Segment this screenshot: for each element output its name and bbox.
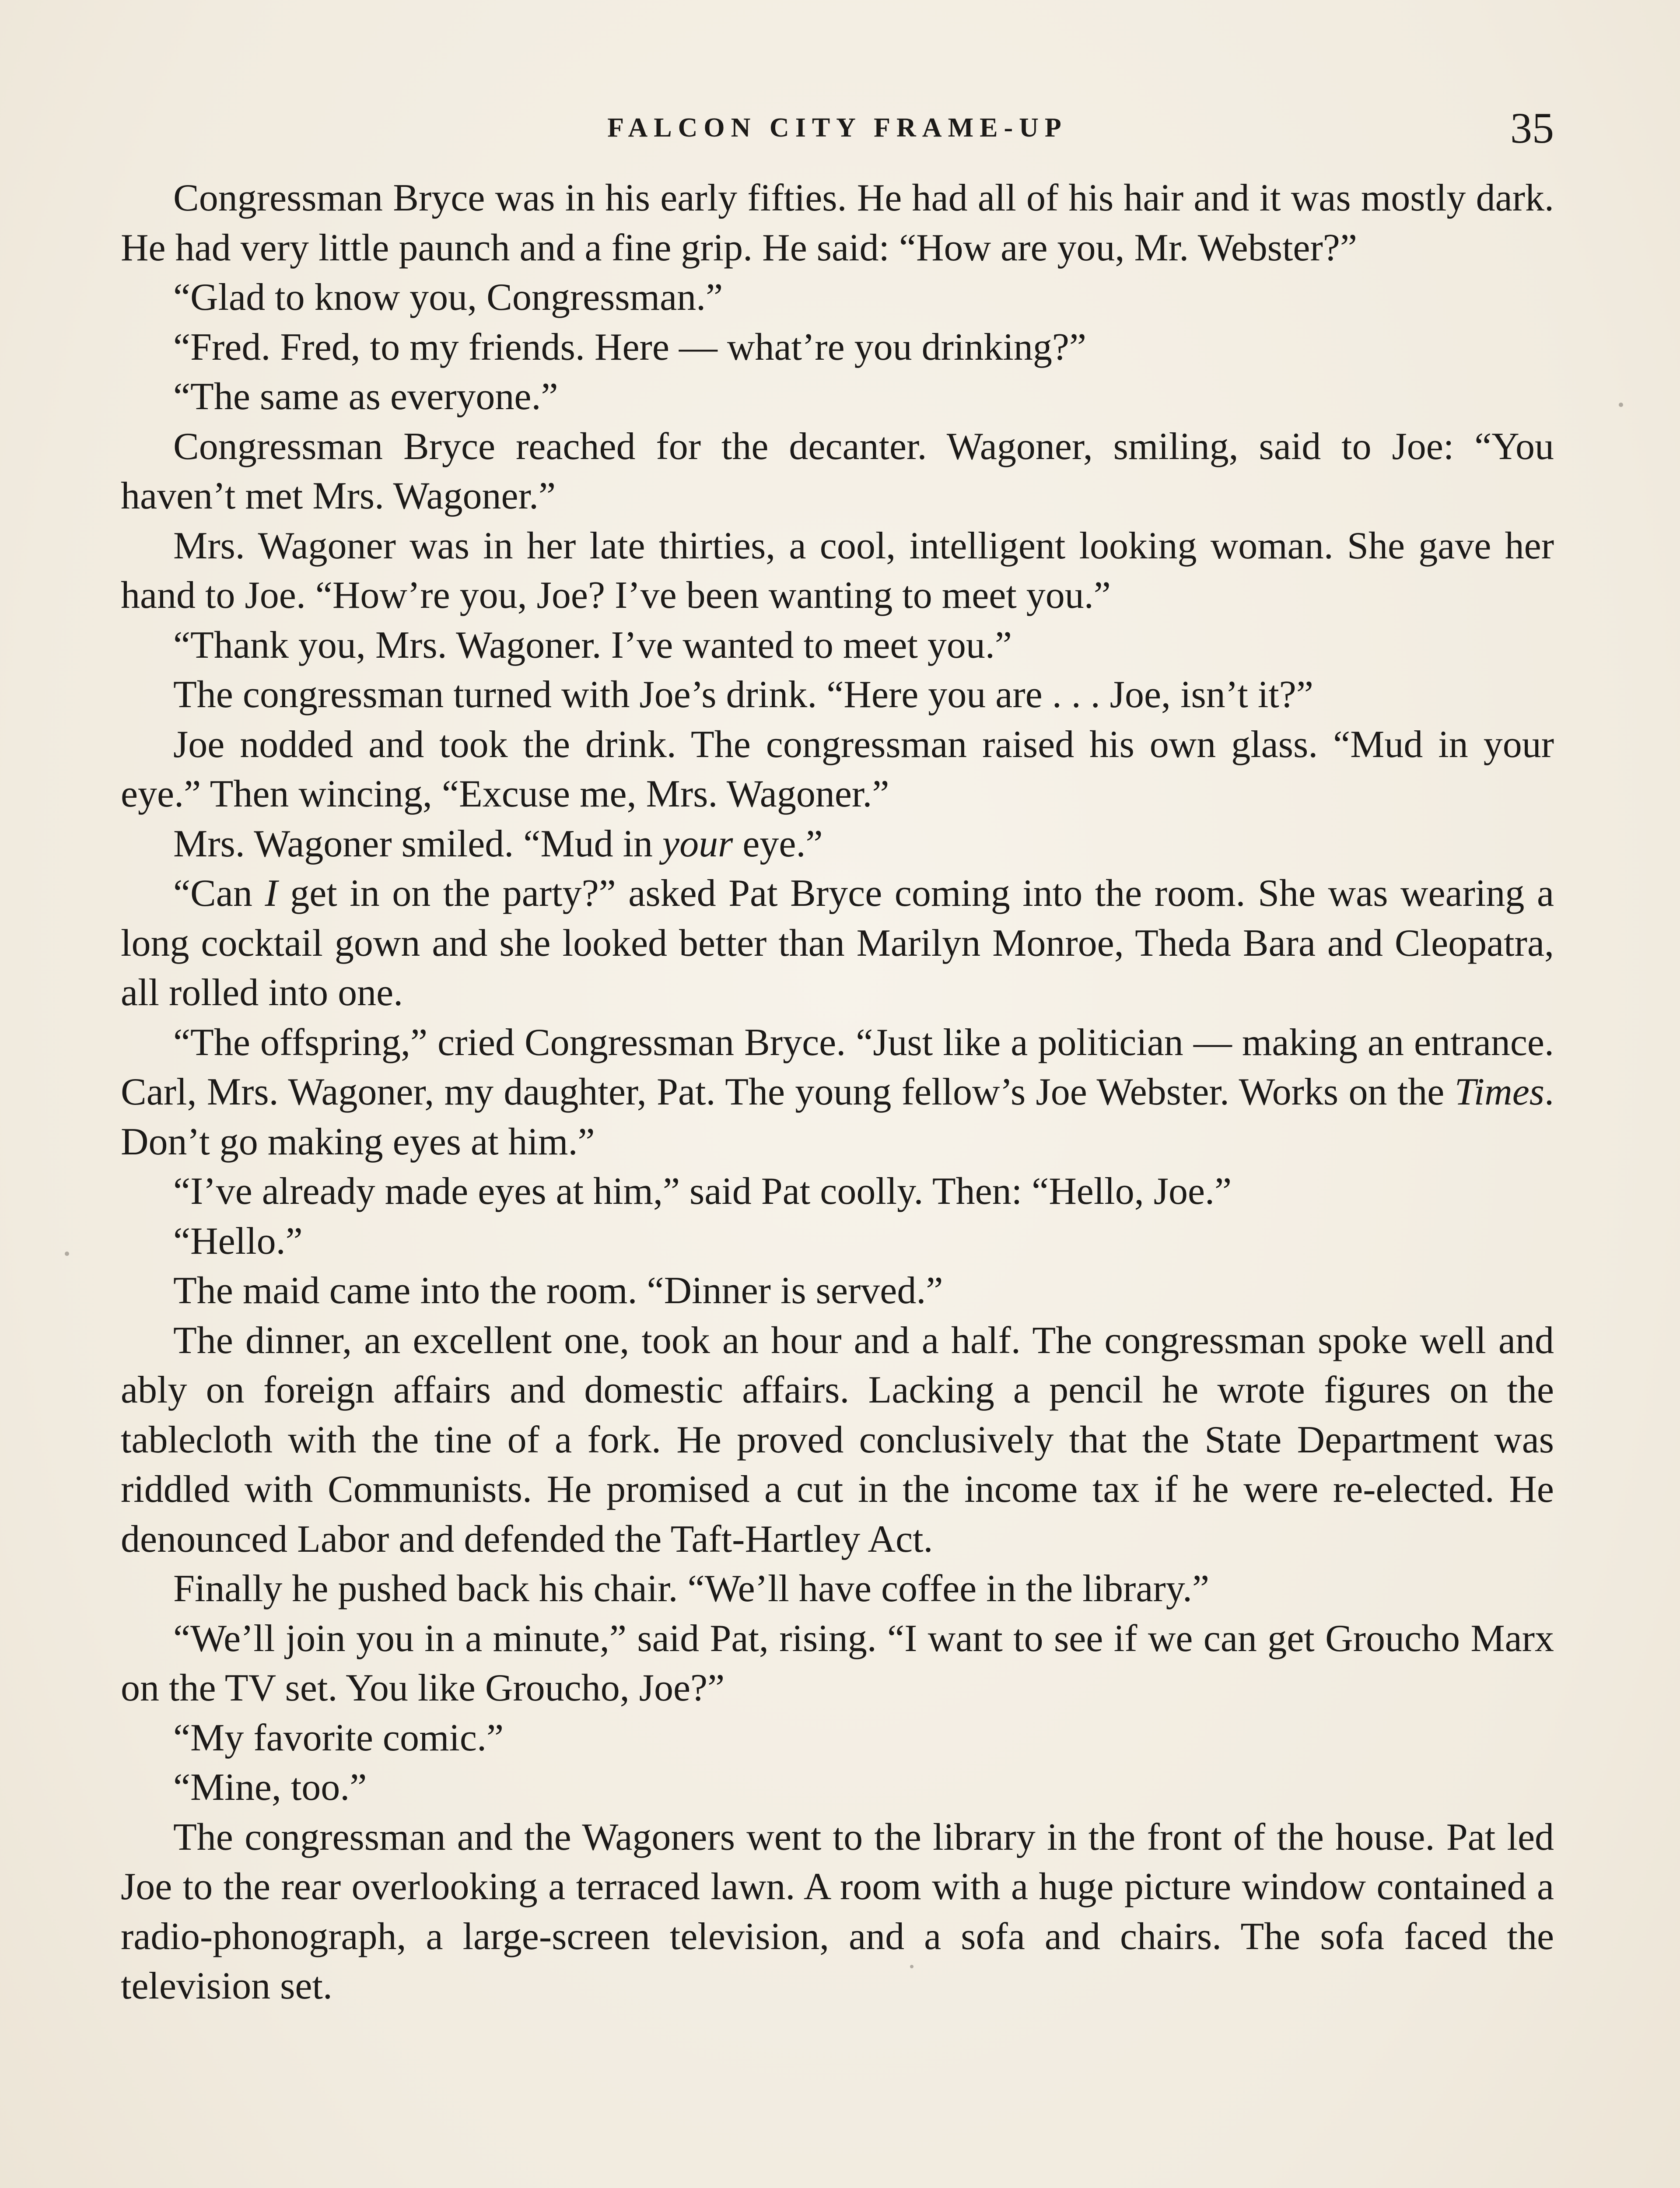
paragraph: Mrs. Wagoner was in her late thirties, a cool, intelligent looking woman. She gave her hand to Joe. “How’re you, Joe? I’ve been wanting to meet you.”: [121, 524, 1554, 617]
paper-speck: [65, 1252, 69, 1256]
paragraph: Congressman Bryce was in his early fifties. He had all of his hair and it was mostly dark. He had very little paunch and a fine grip. He said: “How are you, Mr. Webster?”: [121, 177, 1554, 269]
paragraph: “I’ve already made eyes at him,” said Pat coolly. Then: “Hello, Joe.”: [173, 1170, 1232, 1213]
paragraph: “We’ll join you in a minute,” said Pat, rising. “I want to see if we can get Groucho Marx on the TV set. You like Groucho, Joe?”: [121, 1617, 1554, 1709]
emphasis: your: [662, 822, 733, 865]
paragraph: “Thank you, Mrs. Wagoner. I’ve wanted to meet you.”: [173, 624, 1012, 666]
paragraph: “The same as everyone.”: [173, 375, 558, 418]
paragraph: Joe nodded and took the drink. The congressman raised his own glass. “Mud in your eye.” Then wincing, “Excuse me, Mrs. Wagoner.”: [121, 723, 1554, 815]
paragraph: “Can I get in on the party?” asked Pat Bryce coming into the room. She was wearing a long cocktail gown and she looked better than Marilyn Monroe, Theda Bara and Cleopatra, all rolled into one.: [121, 872, 1554, 1014]
paragraph: “Fred. Fred, to my friends. Here — what’re you drinking?”: [173, 326, 1086, 368]
page-number: 35: [1510, 104, 1554, 152]
paragraph: Finally he pushed back his chair. “We’ll have coffee in the library.”: [173, 1567, 1210, 1610]
paragraph: “Hello.”: [173, 1220, 303, 1262]
paragraph: The congressman turned with Joe’s drink. “Here you are . . . Joe, isn’t it?”: [173, 673, 1313, 716]
paragraph: “The offspring,” cried Congressman Bryce. “Just like a politician — making an entrance. Carl, Mrs. Wagoner, my daughter, Pat. The young fellow’s Joe Webster. Works on the Times. Don’t go making eyes at him.”: [121, 1021, 1554, 1163]
paper-speck: [1619, 403, 1623, 407]
paragraph: The maid came into the room. “Dinner is served.”: [173, 1269, 943, 1312]
paragraph: Congressman Bryce reached for the decanter. Wagoner, smiling, said to Joe: “You haven’t met Mrs. Wagoner.”: [121, 425, 1554, 517]
paragraph: “My favorite comic.”: [173, 1716, 504, 1759]
body-text: [121, 173, 1554, 2011]
paragraph: Mrs. Wagoner smiled. “Mud in your eye.”: [173, 822, 823, 865]
paragraph: The dinner, an excellent one, took an hour and a half. The congressman spoke well and ably on foreign affairs and domestic affairs. Lacking a pencil he wrote figures on the tablecloth with the tine of a fork. He proved conclusively that the State Department was riddled with Communists. He promised a cut in the income tax if he were re-elected. He denounced Labor and defended the Taft-Hartley Act.: [121, 1319, 1554, 1560]
paragraph: “Glad to know you, Congressman.”: [173, 276, 723, 319]
emphasis: I: [265, 872, 278, 915]
running-head: [121, 104, 1554, 157]
paragraph: “Mine, too.”: [173, 1766, 367, 1809]
emphasis: Times: [1454, 1071, 1544, 1113]
paper-speck: [910, 1965, 914, 1968]
paragraph: The congressman and the Wagoners went to the library in the front of the house. Pat led Joe to the rear overlooking a terraced lawn. A room with a huge picture window contained a radio-phonograph, a large-screen television, and a sofa and chairs. The sofa faced the television set.: [121, 1816, 1554, 2007]
running-title: FALCON CITY FRAME-UP: [607, 113, 1068, 143]
